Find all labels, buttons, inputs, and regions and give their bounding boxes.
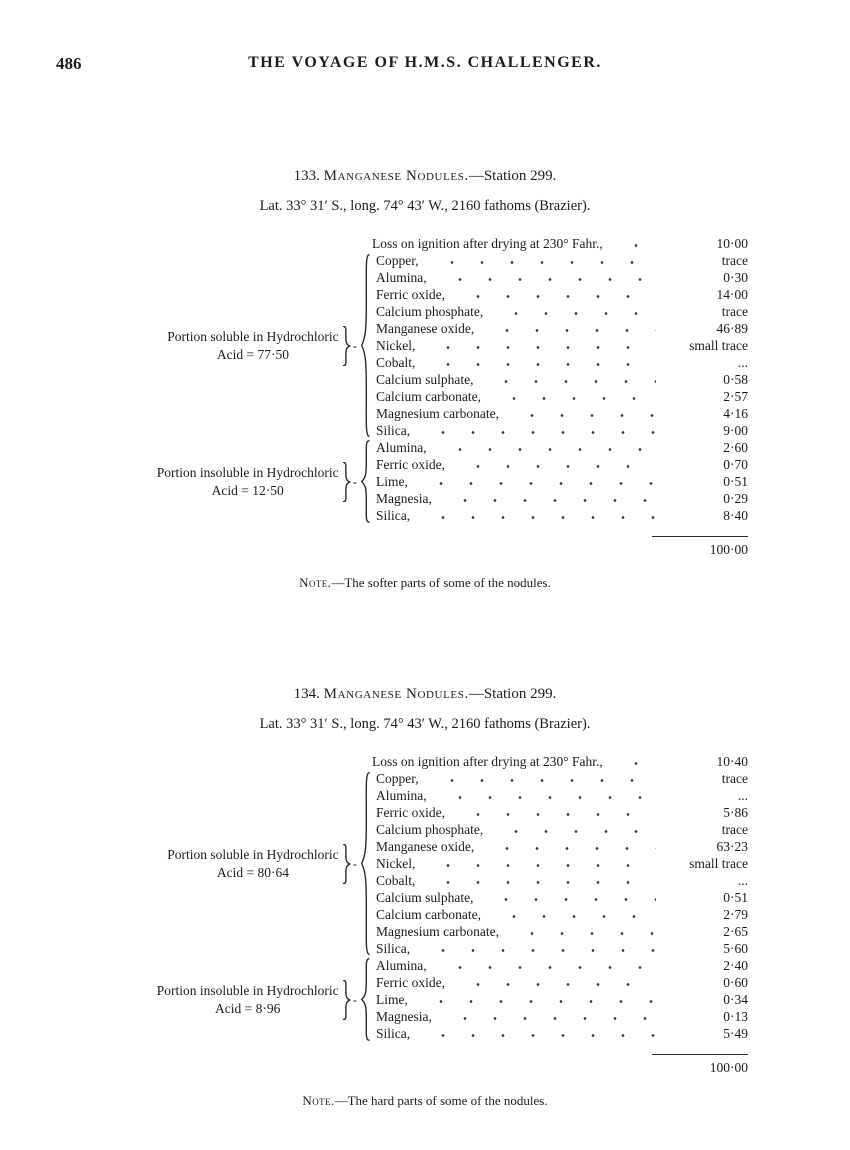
note-text: —The hard parts of some of the nodules. <box>334 1093 548 1108</box>
section-location: Lat. 33° 31′ S., long. 74° 43′ W., 2160 fathoms (Brazier). <box>259 198 591 214</box>
substance-value: 5·86 <box>723 805 748 820</box>
substance-value: 0·30 <box>723 270 748 285</box>
substance-value: 2·57 <box>723 389 748 404</box>
analysis-section-134 <box>0 686 850 1109</box>
dot-leader <box>484 320 656 337</box>
substance-name: Alumina, <box>376 788 427 803</box>
closing-brace-icon <box>342 844 351 884</box>
total-block <box>652 536 748 558</box>
substance-row <box>376 388 748 405</box>
running-head <box>0 0 850 78</box>
substance-name: Ferric oxide, <box>376 975 445 990</box>
substance-rows <box>376 252 748 439</box>
group-label <box>157 982 339 1018</box>
brace-connector: - <box>352 855 357 871</box>
substance-row <box>376 906 748 923</box>
substance-name: Alumina, <box>376 440 427 455</box>
substance-name: Calcium phosphate, <box>376 822 484 837</box>
loss-label: Loss on ignition after drying at 230° Fahr., <box>372 236 603 251</box>
dot-leader <box>420 940 656 957</box>
substance-row <box>376 974 748 991</box>
group-label <box>167 328 338 364</box>
substance-row <box>376 439 748 456</box>
dot-leader <box>437 787 656 804</box>
substance-value: 2·79 <box>723 907 748 922</box>
substance-value: trace <box>721 771 748 786</box>
dot-leader <box>442 490 656 507</box>
loss-on-ignition-row <box>372 235 748 252</box>
substance-value: trace <box>721 304 748 319</box>
closing-brace-icon <box>342 462 351 502</box>
substance-name: Calcium sulphate, <box>376 890 474 905</box>
group-label-line1: Portion soluble in Hydrochloric <box>167 846 339 862</box>
substance-row <box>376 405 748 422</box>
dot-leader <box>420 507 656 524</box>
substance-row <box>376 354 748 371</box>
substance-row <box>376 770 748 787</box>
substance-value: 8·40 <box>723 508 748 523</box>
section-name: Manganese Nodules. <box>323 168 469 184</box>
dot-leader <box>613 753 656 770</box>
group-label-block <box>116 980 360 1020</box>
substance-value: 5·49 <box>723 1026 748 1041</box>
substance-name: Alumina, <box>376 958 427 973</box>
dot-leader <box>437 957 656 974</box>
note-label: Note. <box>299 575 332 590</box>
group-label <box>157 464 339 500</box>
dot-leader <box>429 770 656 787</box>
opening-brace-icon <box>360 253 371 438</box>
dot-leader <box>483 889 656 906</box>
substance-row <box>376 286 748 303</box>
substance-value: 4·16 <box>723 406 748 421</box>
dot-leader <box>418 991 656 1008</box>
substance-rows <box>376 770 748 957</box>
substance-row <box>376 838 748 855</box>
group-label-line1: Portion insoluble in Hydrochloric <box>156 982 339 998</box>
group-label-line1: Portion insoluble in Hydrochloric <box>156 464 339 480</box>
book-title: THE VOYAGE OF H.M.S. CHALLENGER. <box>248 54 602 71</box>
substance-row <box>376 422 748 439</box>
dot-leader <box>455 286 656 303</box>
substance-value: 2·65 <box>723 924 748 939</box>
note-label: Note. <box>302 1093 335 1108</box>
substance-name: Ferric oxide, <box>376 805 445 820</box>
substance-row <box>376 940 748 957</box>
substance-name: Magnesia, <box>376 1009 432 1024</box>
loss-on-ignition-row <box>372 753 748 770</box>
substance-value: 0·34 <box>723 992 748 1007</box>
dot-leader <box>491 906 656 923</box>
dot-leader <box>455 974 656 991</box>
soluble-group <box>116 770 748 957</box>
dot-leader <box>509 405 656 422</box>
note <box>0 1093 850 1109</box>
brace-connector: - <box>352 473 357 489</box>
loss-value: 10·40 <box>716 754 748 769</box>
substance-name: Nickel, <box>376 338 416 353</box>
substance-name: Magnesia, <box>376 491 432 506</box>
dot-leader <box>420 422 656 439</box>
insoluble-group <box>116 957 748 1042</box>
group-label-line2: Acid = 77·50 <box>216 346 290 362</box>
substance-name: Alumina, <box>376 270 427 285</box>
dot-leader <box>493 821 656 838</box>
substance-value: 5·60 <box>723 941 748 956</box>
closing-brace-icon <box>342 326 351 366</box>
substance-row <box>376 855 748 872</box>
analysis-table <box>116 753 748 1076</box>
section-station: —Station 299. <box>468 168 557 184</box>
group-label-block <box>116 326 360 366</box>
substance-value: 9·00 <box>723 423 748 438</box>
substance-value: 0·70 <box>723 457 748 472</box>
group-label-line2: Acid = 8·96 <box>215 1000 281 1016</box>
insoluble-group <box>116 439 748 524</box>
substance-value: ... <box>737 873 748 888</box>
dot-leader <box>418 473 656 490</box>
dot-leader <box>425 337 656 354</box>
substance-name: Calcium phosphate, <box>376 304 484 319</box>
dot-leader <box>483 371 656 388</box>
loss-value: 10·00 <box>716 236 748 251</box>
substance-row <box>376 320 748 337</box>
substance-name: Ferric oxide, <box>376 287 445 302</box>
substance-name: Cobalt, <box>376 355 416 370</box>
substance-row <box>376 923 748 940</box>
substance-value: 0·29 <box>723 491 748 506</box>
substance-name: Copper, <box>376 771 419 786</box>
closing-brace-icon <box>342 980 351 1020</box>
note-text: —The softer parts of some of the nodules. <box>331 575 551 590</box>
dot-leader <box>425 872 656 889</box>
section-name: Manganese Nodules. <box>323 686 469 702</box>
dot-leader <box>437 439 656 456</box>
group-label-block <box>116 462 360 502</box>
opening-brace-icon <box>360 440 371 523</box>
group-label-line1: Portion soluble in Hydrochloric <box>167 328 339 344</box>
dot-leader <box>437 269 656 286</box>
substance-name: Silica, <box>376 941 411 956</box>
substance-name: Calcium carbonate, <box>376 389 481 404</box>
analysis-section-133 <box>0 168 850 591</box>
dot-leader <box>425 855 656 872</box>
dot-leader <box>442 1008 656 1025</box>
dot-leader <box>509 923 656 940</box>
substance-value: 63·23 <box>716 839 748 854</box>
substance-name: Lime, <box>376 474 408 489</box>
soluble-group <box>116 252 748 439</box>
substance-name: Magnesium carbonate, <box>376 406 499 421</box>
loss-label: Loss on ignition after drying at 230° Fahr., <box>372 754 603 769</box>
substance-value: small trace <box>689 856 748 871</box>
substance-row <box>376 821 748 838</box>
dot-leader <box>493 303 656 320</box>
substance-value: 0·51 <box>723 890 748 905</box>
section-station: —Station 299. <box>468 686 557 702</box>
substance-value: 0·60 <box>723 975 748 990</box>
substance-row <box>376 473 748 490</box>
substance-value: 46·89 <box>716 321 748 336</box>
dot-leader <box>491 388 656 405</box>
substance-value: 14·00 <box>716 287 748 302</box>
opening-brace-icon <box>360 771 371 956</box>
substance-name: Manganese oxide, <box>376 839 475 854</box>
analysis-table <box>116 235 748 558</box>
substance-value: 2·40 <box>723 958 748 973</box>
substance-row <box>376 490 748 507</box>
dot-leader <box>420 1025 656 1042</box>
substance-row <box>376 804 748 821</box>
dot-leader <box>613 235 656 252</box>
substance-row <box>376 991 748 1008</box>
substance-name: Manganese oxide, <box>376 321 475 336</box>
substance-value: ... <box>737 788 748 803</box>
dot-leader <box>425 354 656 371</box>
group-label <box>167 846 338 882</box>
substance-name: Nickel, <box>376 856 416 871</box>
substance-row <box>376 1008 748 1025</box>
page-number: 486 <box>56 54 82 73</box>
dot-leader <box>455 804 656 821</box>
brace-connector: - <box>352 991 357 1007</box>
substance-row <box>376 337 748 354</box>
substance-name: Silica, <box>376 1026 411 1041</box>
substance-name: Silica, <box>376 423 411 438</box>
total-block <box>652 1054 748 1076</box>
substance-name: Magnesium carbonate, <box>376 924 499 939</box>
substance-name: Copper, <box>376 253 419 268</box>
substance-row <box>376 889 748 906</box>
substance-row <box>376 507 748 524</box>
dot-leader <box>429 252 656 269</box>
substance-row <box>376 957 748 974</box>
substance-row <box>376 371 748 388</box>
total-value: 100·00 <box>709 1060 748 1075</box>
substance-value: 2·60 <box>723 440 748 455</box>
substance-name: Cobalt, <box>376 873 416 888</box>
substance-value: 0·51 <box>723 474 748 489</box>
brace-connector: - <box>352 337 357 353</box>
substance-name: Ferric oxide, <box>376 457 445 472</box>
group-label-line2: Acid = 80·64 <box>216 864 290 880</box>
note <box>0 575 850 591</box>
substance-row <box>376 872 748 889</box>
substance-name: Calcium carbonate, <box>376 907 481 922</box>
substance-value: small trace <box>689 338 748 353</box>
substance-value: 0·58 <box>723 372 748 387</box>
section-number: 133. <box>293 168 320 184</box>
dot-leader <box>484 838 656 855</box>
group-label-line2: Acid = 12·50 <box>211 482 284 498</box>
substance-row <box>376 269 748 286</box>
substance-value: ... <box>737 355 748 370</box>
substance-row <box>376 303 748 320</box>
substance-row <box>376 456 748 473</box>
group-label-block <box>116 844 360 884</box>
substance-rows <box>376 957 748 1042</box>
substance-row <box>376 787 748 804</box>
dot-leader <box>455 456 656 473</box>
substance-value: trace <box>721 822 748 837</box>
substance-rows <box>376 439 748 524</box>
substance-row <box>376 1025 748 1042</box>
opening-brace-icon <box>360 958 371 1041</box>
section-title <box>0 168 850 185</box>
substance-value: 0·13 <box>723 1009 748 1024</box>
substance-name: Lime, <box>376 992 408 1007</box>
substance-name: Calcium sulphate, <box>376 372 474 387</box>
substance-value: trace <box>721 253 748 268</box>
substance-row <box>376 252 748 269</box>
section-title <box>0 686 850 703</box>
section-number: 134. <box>293 686 320 702</box>
substance-name: Silica, <box>376 508 411 523</box>
section-location: Lat. 33° 31′ S., long. 74° 43′ W., 2160 fathoms (Brazier). <box>259 716 591 732</box>
total-value: 100·00 <box>709 542 748 557</box>
